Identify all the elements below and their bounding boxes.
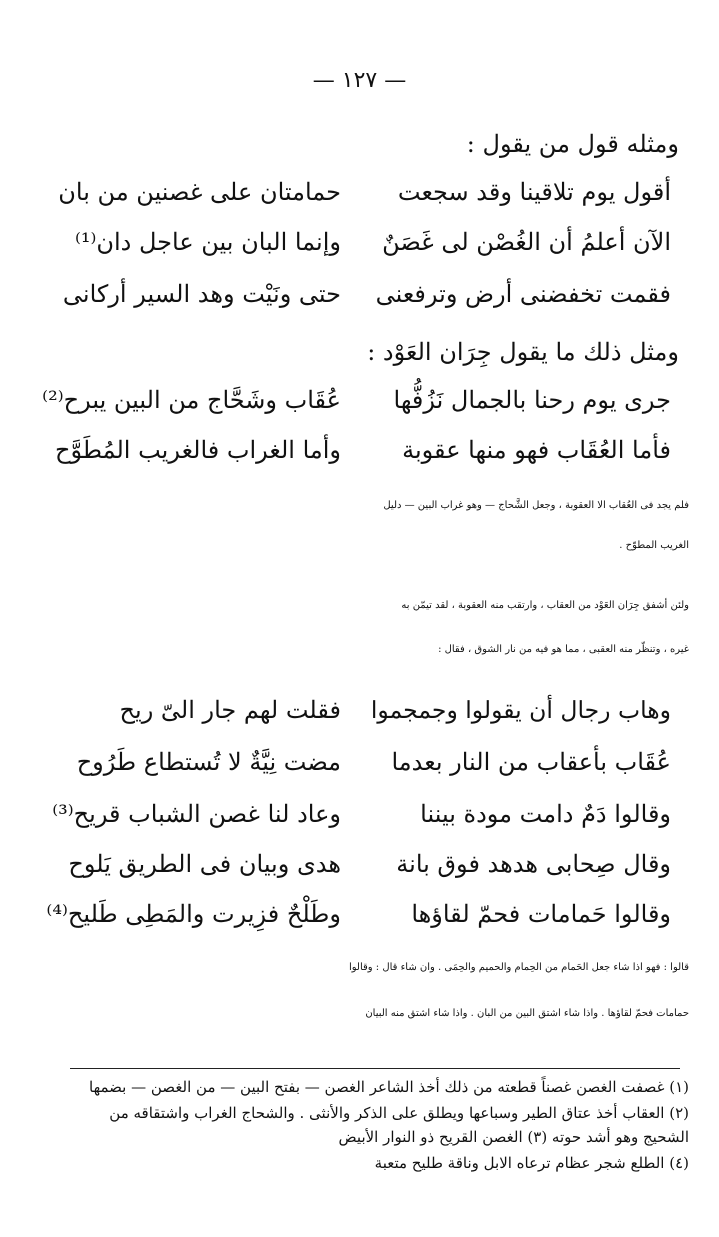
verse-hemistich: حمامتان على غصنين من بان <box>58 178 341 206</box>
verse-row <box>42 386 671 430</box>
verse-hemistich: وقال صِحابى هدهد فوق بانة <box>396 850 671 878</box>
verse-hemistich: وقالوا دَمٌ دامت مودة بيننا <box>420 800 671 828</box>
verse-row <box>51 748 671 792</box>
page-number: — ١٢٧ — <box>312 68 407 93</box>
paragraph-line: قالوا : فهو اذا شاء جعل الحَمام من الحِمام والحميم والحِمَى . وان شاء قال : وقالوا <box>348 962 689 973</box>
verse-hemistich: وإنما البان بين عاجل دان⁽¹⁾ <box>74 228 341 256</box>
verse-row <box>51 696 671 740</box>
verse-hemistich: فقلت لهم جار الىّ ريح <box>119 696 341 724</box>
verse-hemistich: وطَلْحٌ فزِيرت والمَطِى طَليح⁽⁴⁾ <box>46 900 341 928</box>
footnote-divider <box>70 1068 680 1069</box>
footnote-line: الشحيج وهو أشد حوته (٣) الغصن القريح ذو النوار الأبيض <box>338 1128 689 1146</box>
paragraph-line: الغريب المطوّح . <box>619 540 689 551</box>
verse-hemistich: فأما العُقَاب فهو منها عقوبة <box>402 436 671 464</box>
paragraph-line: ولئن أشفق جِرَان العَوْد من العقاب ، وارتقب منه العقوبة ، لقد تيمّن به <box>401 600 689 611</box>
intro-line: ومثل ذلك ما يقول جِرَان العَوْد : <box>367 338 679 366</box>
verse-hemistich: فقمت تخفضنى أرض وترفعنى <box>375 280 671 308</box>
footnote-line: (٢) العقاب أخذ عتاق الطير وسباعها ويطلق على الذكر والأنثى . والشحاج الغراب واشتقاقه من <box>109 1104 689 1122</box>
verse-row <box>51 280 671 324</box>
paragraph-line: غيره ، وتنظّر منه العقبى ، مما هو فيه من نار الشوق ، فقال : <box>438 644 689 655</box>
verse-hemistich: هدى وبيان فى الطريق يَلوح <box>68 850 341 878</box>
verse-row <box>51 850 671 894</box>
verse-hemistich: الآن أعلمُ أن الغُصْن لى غَصَنٌ <box>382 228 671 256</box>
verse-hemistich: مضت نِيَّةٌ لا تُستطاع طَرُوح <box>76 748 341 776</box>
paragraph-line: حمامات فحمّ لقاؤها . واذا شاء اشتق البين من البان . واذا شاء اشتق منه البيان <box>365 1008 689 1019</box>
verse-hemistich: وعاد لنا غصن الشباب قريح⁽³⁾ <box>52 800 341 828</box>
verse-hemistich: وهاب رجال أن يقولوا وجمجموا <box>370 696 671 724</box>
verse-hemistich: حتى ونَيْت وهد السير أركانى <box>62 280 341 308</box>
footnote-line: (٤) الطلع شجر عظام ترعاه الابل وناقة طليح متعبة <box>374 1154 689 1172</box>
verse-row <box>51 800 671 844</box>
intro-line: ومثله قول من يقول : <box>466 130 679 158</box>
verse-row <box>51 228 671 272</box>
verse-hemistich: أقول يوم تلاقينا وقد سجعت <box>397 178 671 206</box>
verse-hemistich: وأما الغراب فالغريب المُطَوَّح <box>55 436 341 464</box>
verse-hemistich: عُقَاب بأعقاب من النار بعدما <box>391 748 671 776</box>
paragraph-line: فلم يجد فى العُقاب الا العقوبة ، وجعل الشَّحاج — وهو غراب البين — دليل <box>383 500 689 511</box>
verse-row <box>51 178 671 222</box>
verse-hemistich: جرى يوم رحنا بالجمال نَزُفُّها <box>393 386 671 414</box>
verse-hemistich: وقالوا حَمامات فحمّ لقاؤها <box>411 900 671 928</box>
footnote-line: (١) غصفت الغصن غصناً قطعته من ذلك أخذ الشاعر الغصن — بفتح البين — من الغصن — بضمها <box>89 1078 689 1096</box>
verse-row <box>46 900 671 944</box>
verse-row <box>51 436 671 480</box>
verse-hemistich: عُقَاب وشَحَّاج من البين يبرح⁽²⁾ <box>42 386 341 414</box>
